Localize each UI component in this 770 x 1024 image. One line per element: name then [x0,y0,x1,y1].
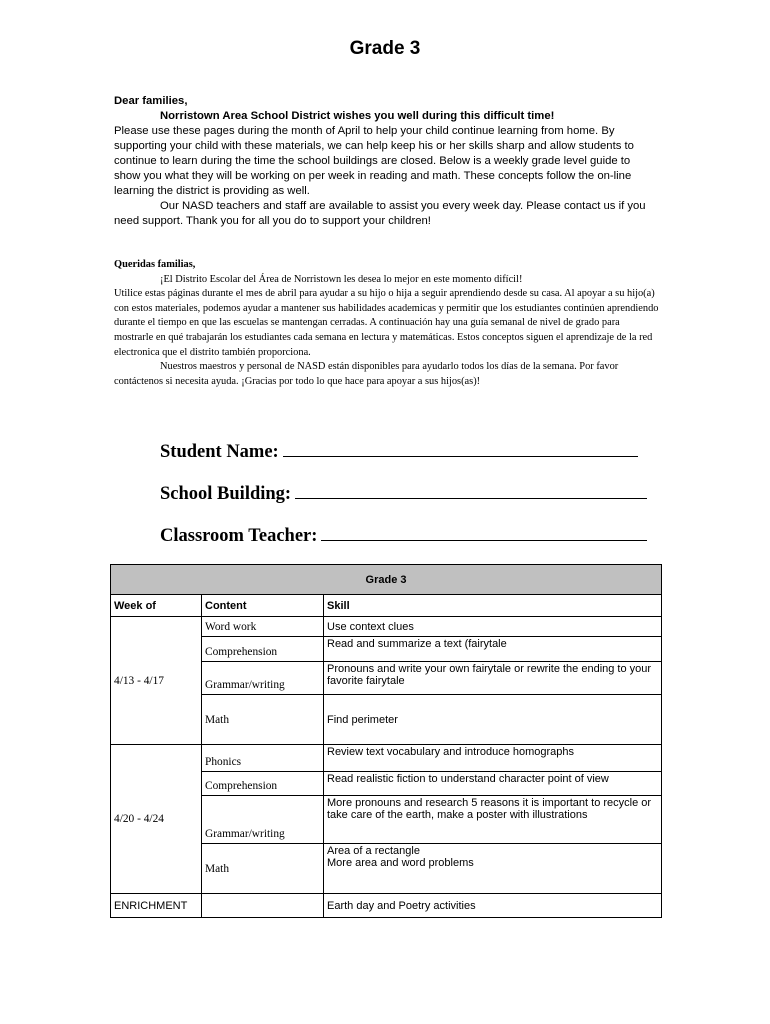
english-tagline: Norristown Area School District wishes you well during this difficult time! [160,110,555,122]
english-greeting: Dear families, [114,95,188,107]
school-building-blank[interactable] [295,482,647,499]
classroom-teacher-label: Classroom Teacher: [160,526,318,546]
content-cell: Comprehension [202,772,324,796]
skill-line: Area of a rectangle [327,845,420,857]
english-letter [114,94,654,229]
classroom-teacher-field[interactable] [160,524,647,566]
enrichment-label: ENRICHMENT [111,894,202,918]
week-2-label: 4/20 - 4/24 [111,745,202,894]
skill-header: Skill [324,595,662,617]
english-paragraph-1: Please use these pages during the month of April to help your child continue learning from home. By supporting your child with these materials, we can help keep his or her skills sharp and allow students to continue to learn during the time the school buildings are closed. Below is a weekly grade level guide to show you what they will be working on per week in reading and math. These concepts follow the on-line learning the district is providing as well. [114,125,634,197]
skill-cell: Review text vocabulary and introduce homographs [324,745,662,772]
table-header-row [111,595,662,617]
content-cell: Phonics [202,745,324,772]
content-header: Content [202,595,324,617]
school-building-label: School Building: [160,484,292,504]
spanish-paragraph-2: Nuestros maestros y personal de NASD están disponibles para ayudarlo todos los días de la semana. Por favor contáctenos si necesita ayuda. ¡Gracias por todo lo que hace para apoyar a sus hijos(as)! [114,361,619,387]
student-name-field[interactable] [160,440,647,482]
spanish-tagline: ¡El Distrito Escolar del Área de Norristown les desea lo mejor en este momento difícil! [160,273,523,285]
table-title: Grade 3 [111,565,662,595]
english-paragraph-2: Our NASD teachers and staff are available to assist you every week day. Please contact us if you need support. Thank you for all you do to support your children! [114,200,646,227]
week-of-header: Week of [111,595,202,617]
table-row [111,745,662,772]
content-cell: Word work [202,617,324,637]
student-info-fields [160,440,647,566]
content-cell: Math [202,844,324,894]
skill-cell: Find perimeter [324,695,662,745]
classroom-teacher-blank[interactable] [321,524,647,541]
skill-cell: Use context clues [324,617,662,637]
enrichment-content-cell [202,894,324,918]
table-row [111,617,662,637]
skill-cell: Pronouns and write your own fairytale or rewrite the ending to your favorite fairytale [324,662,662,695]
skill-line: More area and word problems [327,857,474,869]
skill-cell [324,844,662,894]
spanish-paragraph-1: Utilice estas páginas durante el mes de abril para ayudar a su hijo o hija a seguir aprendiendo desde su casa. Al apoyar a su hijo(a) con estos materiales, podemos ayudar a mantener sus habilidades academicas y permitir que los estudiantes continúen aprendiendo durante el tiempo en que las escuelas se mantengan cerradas. A continuación hay una guía semanal de nivel de grado para mostrarle en qué trabajarán los estudiantes cada semana en lectura y matemáticas. Estos conceptos siguen el aprendizaje de la red electronica que el distrito también proporciona. [114,288,659,358]
content-cell: Grammar/writing [202,796,324,844]
content-cell: Comprehension [202,637,324,662]
enrichment-skill-cell: Earth day and Poetry activities [324,894,662,918]
student-name-label: Student Name: [160,442,279,462]
table-row [111,894,662,918]
student-name-blank[interactable] [283,440,638,457]
spanish-letter [114,258,659,389]
skill-cell: More pronouns and research 5 reasons it is important to recycle or take care of the earth, make a poster with illustrations [324,796,662,844]
weekly-schedule-table [110,564,662,918]
week-1-label: 4/13 - 4/17 [111,617,202,745]
content-cell: Grammar/writing [202,662,324,695]
skill-cell: Read realistic fiction to understand character point of view [324,772,662,796]
skill-cell: Read and summarize a text (fairytale [324,637,662,662]
spanish-greeting: Queridas familias, [114,259,196,270]
school-building-field[interactable] [160,482,647,524]
content-cell: Math [202,695,324,745]
page-title: Grade 3 [349,38,421,59]
